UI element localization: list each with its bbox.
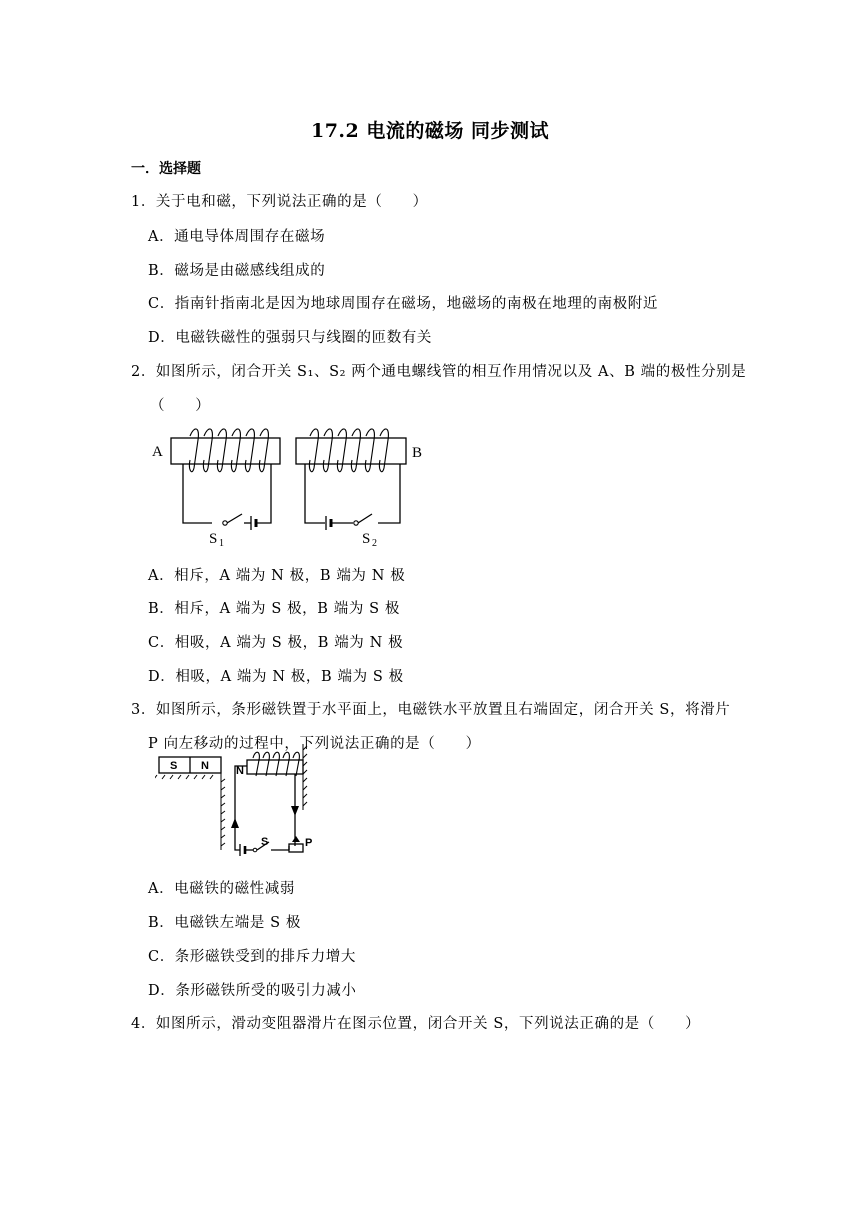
question-1-option-d: D．电磁铁磁性的强弱只与线圈的匝数有关 (148, 330, 433, 346)
question-4-stem: 4．如图所示，滑动变阻器滑片在图示位置，闭合开关 S，下列说法正确的是（ ） (131, 1016, 701, 1032)
question-3-option-a: A．电磁铁的磁性减弱 (148, 881, 295, 897)
question-2-option-c: C．相吸，A 端为 S 极，B 端为 N 极 (148, 635, 404, 651)
question-1-option-a: A．通电导体周围存在磁场 (148, 229, 326, 245)
label-s2: S (362, 531, 371, 547)
magnet-n-label: N (201, 760, 209, 772)
label-s1-sub: 1 (219, 538, 224, 548)
question-1-option-b: B．磁场是由磁感线组成的 (148, 263, 326, 279)
switch-s-label: S (261, 836, 269, 848)
section-heading: 一．选择题 (131, 161, 201, 177)
question-2-stem-line2: （ ） (150, 398, 211, 414)
magnet-s-label: S (170, 760, 178, 772)
question-3-figure (155, 738, 325, 862)
question-3-option-b: B．电磁铁左端是 S 极 (148, 915, 302, 931)
question-3-stem-line1: 3．如图所示，条形磁铁置于水平面上，电磁铁水平放置且右端固定，闭合开关 S，将滑片 (131, 702, 731, 718)
label-s1: S (209, 531, 218, 547)
coil-n-label: N (236, 765, 244, 777)
question-2-stem-line1: 2．如图所示，闭合开关 S₁、S₂ 两个通电螺线管的相互作用情况以及 A、B 端的极性分别是 (131, 364, 747, 380)
page-title: 17.2 电流的磁场 同步测试 (310, 120, 549, 142)
question-2-option-b: B．相斥，A 端为 S 极，B 端为 S 极 (148, 601, 401, 617)
slider-p-label: P (305, 837, 313, 849)
question-3-option-d: D．条形磁铁所受的吸引力减小 (148, 983, 357, 999)
label-a: A (152, 444, 163, 460)
question-2-option-d: D．相吸，A 端为 N 极，B 端为 S 极 (148, 669, 404, 685)
question-3-stem-line2: P 向左移动的过程中，下列说法正确的是（ ） (148, 736, 481, 752)
question-2-option-a: A．相斥，A 端为 N 极，B 端为 N 极 (148, 568, 406, 584)
question-2-figure (150, 428, 440, 548)
label-s2-sub: 2 (372, 538, 377, 548)
question-1-option-c: C．指南针指南北是因为地球周围存在磁场，地磁场的南极在地理的南极附近 (148, 296, 658, 312)
question-3-option-c: C．条形磁铁受到的排斥力增大 (148, 949, 356, 965)
question-1-stem: 1．关于电和磁，下列说法正确的是（ ） (131, 194, 428, 210)
label-b: B (412, 445, 423, 461)
